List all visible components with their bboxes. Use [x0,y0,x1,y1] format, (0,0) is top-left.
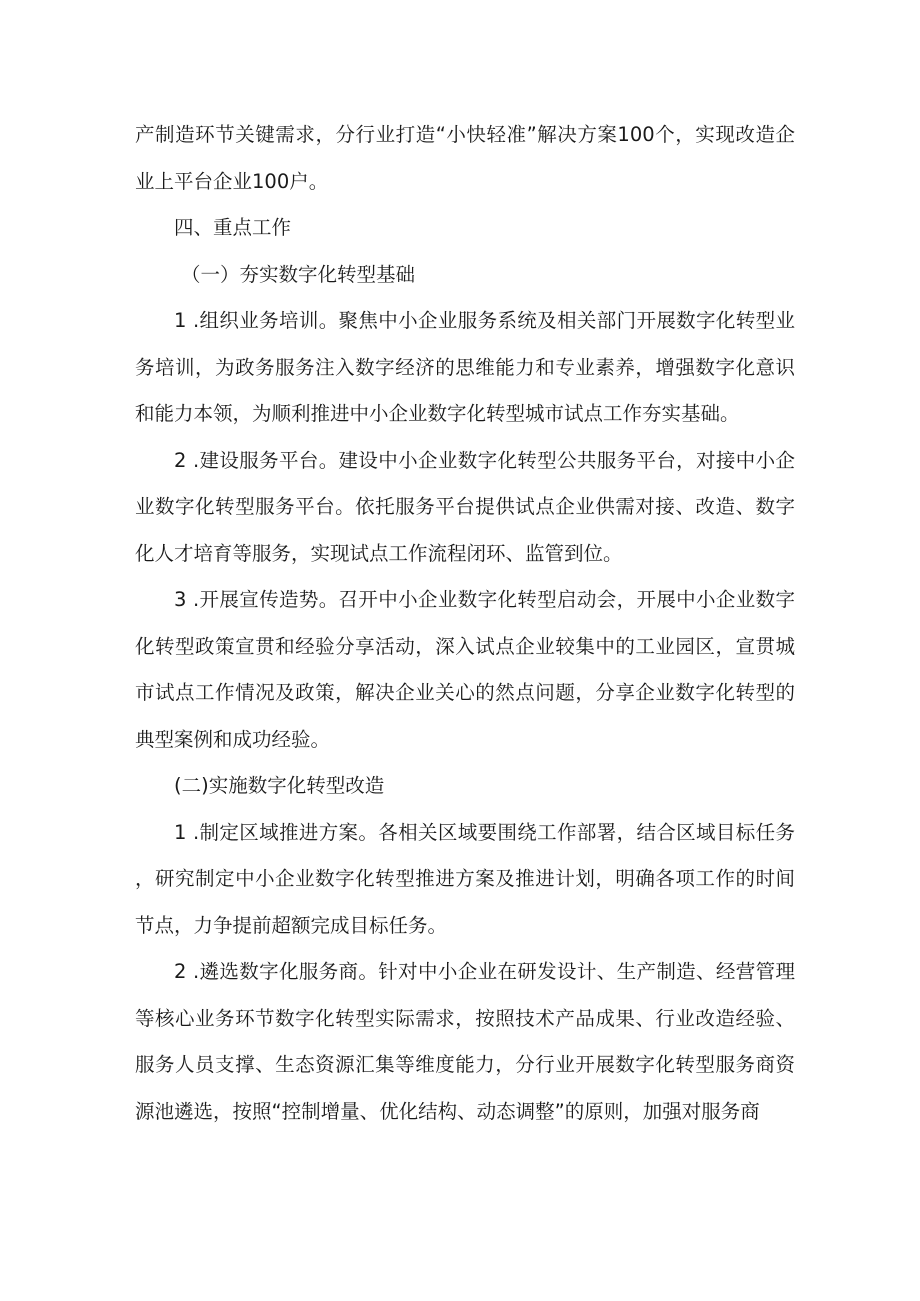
document-body [135,112,795,1135]
subsection-heading-1: （一）夯实数字化转型基础 [181,262,416,286]
paragraph-service-provider-selection: 2 .遴选数字化服务商。针对中小企业在研发设计、生产制造、经营管理等核心业务环节数字化转型实际需求，按照技术产品成果、行业改造经验、服务人员支撑、生态资源汇集等维度能力，分行业开展数字化转型服务商资源池遴选，按照“控制增量、优化结构、动态调整”的原则，加强对服务商 [135,960,795,1123]
paragraph-continuation: 产制造环节关键需求，分行业打造“小快轻准”解决方案100个，实现改造企业上平台企业100户。 [135,123,795,193]
paragraph-regional-plan: 1 .制定区域推进方案。各相关区域要围绕工作部署，结合区域目标任务，研究制定中小企业数字化转型推进方案及推进计划，明确各项工作的时间节点，力争提前超额完成目标任务。 [135,820,795,937]
paragraph-training: 1 .组织业务培训。聚焦中小企业服务系统及相关部门开展数字化转型业务培训，为政务服务注入数字经济的思维能力和专业素养，增强数字化意识和能力本领，为顺利推进中小企业数字化转型城市试点工作夯实基础。 [135,309,795,425]
paragraph-publicity: 3 .开展宣传造势。召开中小企业数字化转型启动会，开展中小企业数字化转型政策宣贯和经验分享活动，深入试点企业较集中的工业园区，宣贯城市试点工作情况及政策，解决企业关心的然点问题，分享企业数字化转型的典型案例和成功经验。 [135,588,795,751]
section-heading-key-work: 四、重点工作 [174,216,292,239]
paragraph-service-platform: 2 .建设服务平台。建设中小企业数字化转型公共服务平台，对接中小企业数字化转型服务平台。依托服务平台提供试点企业供需对接、改造、数字化人才培育等服务，实现试点工作流程闭环、监管到位。 [135,448,795,565]
subsection-heading-2: (二)实施数字化转型改造 [174,774,385,797]
